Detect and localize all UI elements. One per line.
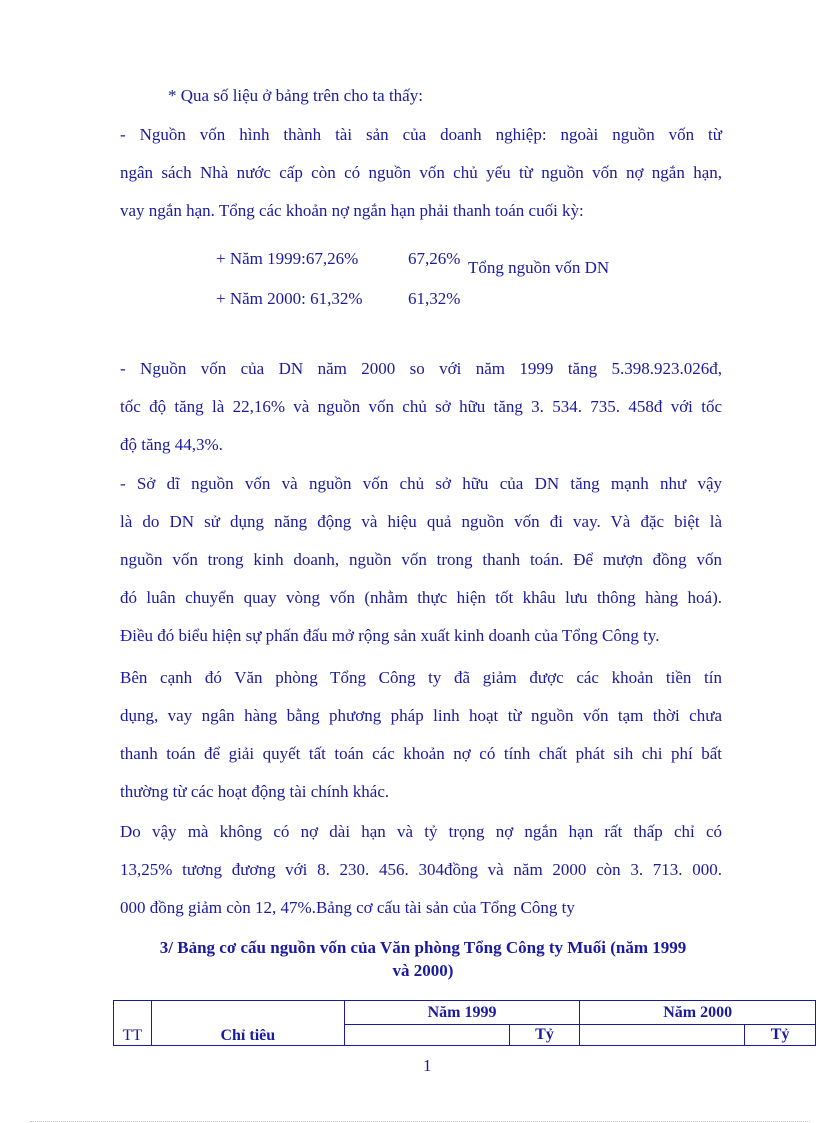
para3-line-5: Điều đó biểu hiện sự phấn đấu mở rộng sản xuất kinh doanh của Tổng Công ty. bbox=[120, 626, 660, 645]
intro-line: * Qua số liệu ở bảng trên cho ta thấy: bbox=[168, 86, 423, 105]
para3-line-2: là do DN sử dụng năng động và hiệu quả nguồn vốn đi vay. Và đặc biệt là bbox=[120, 512, 722, 531]
para2-line-3: độ tăng 44,3%. bbox=[120, 435, 223, 454]
value-1999-subheader bbox=[344, 1025, 509, 1046]
para3-line-1: - Sở dĩ nguồn vốn và nguồn vốn chủ sở hữu của DN tăng mạnh như vậy bbox=[120, 474, 722, 493]
year-2000-header: Năm 2000 bbox=[580, 1001, 816, 1025]
para5-line-2: 13,25% tương đương với 8. 230. 456. 304đồng và năm 2000 còn 3. 713. 000. bbox=[120, 860, 722, 879]
para1-line-1: - Nguồn vốn hình thành tài sản của doanh nghiệp: ngoài nguồn vốn từ bbox=[120, 125, 722, 144]
capital-structure-table bbox=[113, 1000, 816, 1046]
ratio-row-2000-label: + Năm 2000: 61,32% bbox=[216, 289, 363, 308]
para3-line-3: nguồn vốn trong kinh doanh, nguồn vốn trong thanh toán. Để mượn đồng vốn bbox=[120, 550, 722, 569]
page-bottom-divider bbox=[30, 1121, 810, 1122]
table-title-line-2: và 2000) bbox=[392, 961, 454, 980]
ty-1999-subheader: Tỷ bbox=[509, 1025, 580, 1046]
para1-line-2: ngân sách Nhà nước cấp còn có nguồn vốn chủ yếu từ nguồn vốn nợ ngắn hạn, bbox=[120, 163, 722, 182]
para2-line-2: tốc độ tăng là 22,16% và nguồn vốn chủ sở hữu tăng 3. 534. 735. 458đ với tốc bbox=[120, 397, 722, 416]
para4-line-1: Bên cạnh đó Văn phòng Tổng Công ty đã giảm được các khoản tiền tín bbox=[120, 668, 722, 687]
col-chitieu-header: Chỉ tiêu bbox=[151, 1001, 344, 1046]
para1-line-3: vay ngắn hạn. Tổng các khoản nợ ngắn hạn phải thanh toán cuối kỳ: bbox=[120, 201, 584, 220]
ratio-row-1999-value: 67,26% bbox=[408, 249, 461, 268]
para5-line-3: 000 đồng giảm còn 12, 47%.Bảng cơ cấu tài sản của Tổng Công ty bbox=[120, 898, 575, 917]
ty-2000-subheader: Tỷ bbox=[745, 1025, 816, 1046]
page-number: 1 bbox=[423, 1056, 432, 1075]
para4-line-3: thanh toán để giải quyết tất toán các khoản nợ có tính chất phát sih chi phí bất bbox=[120, 744, 722, 763]
para4-line-2: dụng, vay ngân hàng bằng phương pháp linh hoạt từ nguồn vốn tạm thời chưa bbox=[120, 706, 722, 725]
value-2000-subheader bbox=[580, 1025, 745, 1046]
para2-line-1: - Nguồn vốn của DN năm 2000 so với năm 1999 tăng 5.398.923.026đ, bbox=[120, 359, 722, 378]
ratio-row-2000-value: 61,32% bbox=[408, 289, 461, 308]
ratio-row-1999-label: + Năm 1999:67,26% bbox=[216, 249, 359, 268]
table-title-line-1: 3/ Bảng cơ cấu nguồn vốn của Văn phòng Tổng Công ty Muối (năm 1999 bbox=[159, 938, 687, 957]
year-1999-header: Năm 1999 bbox=[344, 1001, 580, 1025]
col-tt-header: TT bbox=[114, 1001, 152, 1046]
ratio-denominator: Tổng nguồn vốn DN bbox=[468, 258, 610, 277]
para4-line-4: thường từ các hoạt động tài chính khác. bbox=[120, 782, 390, 801]
para5-line-1: Do vậy mà không có nợ dài hạn và tỷ trọng nợ ngắn hạn rất thấp chỉ có bbox=[120, 822, 722, 841]
para3-line-4: đó luân chuyển quay vòng vốn (nhằm thực hiện tốt khâu lưu thông hàng hoá). bbox=[120, 588, 722, 607]
